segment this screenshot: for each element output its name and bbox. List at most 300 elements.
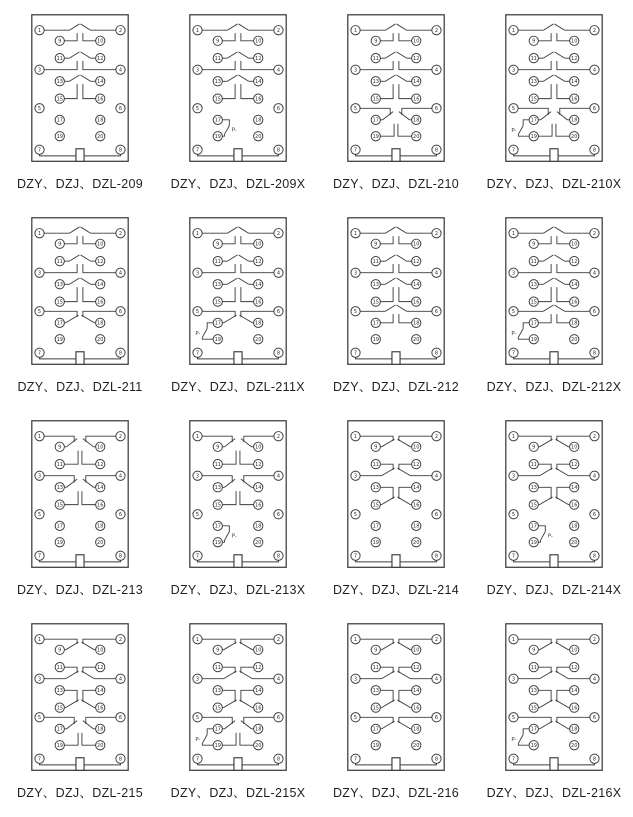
switch-blade xyxy=(540,439,553,447)
terminal-number: 16 xyxy=(571,96,578,103)
fixed-contact-riser xyxy=(64,451,78,464)
terminal-number: 6 xyxy=(434,512,439,519)
fixed-contact-riser xyxy=(64,33,77,41)
terminal-number: 18 xyxy=(413,523,420,530)
contact-group-nc xyxy=(360,717,393,723)
fixed-contact-riser xyxy=(222,33,235,41)
p-link-blade xyxy=(202,735,207,744)
relay-wiring-diagram xyxy=(342,415,450,575)
terminal-number: 7 xyxy=(195,756,200,763)
terminal-number: 4 xyxy=(276,67,281,74)
mounting-key xyxy=(550,555,558,568)
switch-blade xyxy=(555,497,568,505)
contact-group-nc xyxy=(538,690,551,702)
switch-blade xyxy=(397,497,410,505)
terminal-number: 7 xyxy=(353,350,358,357)
switch-blade xyxy=(541,112,552,120)
switch-blade xyxy=(397,700,410,708)
p-link xyxy=(222,120,229,126)
p-link-label: P- xyxy=(231,533,237,540)
relay-wiring-diagram xyxy=(184,9,292,169)
switch-blade xyxy=(238,227,248,233)
terminal-number: 18 xyxy=(97,726,104,733)
switch-blade xyxy=(227,278,237,284)
terminal-number: 4 xyxy=(118,67,123,74)
terminal-number: 8 xyxy=(592,350,597,357)
terminal-number: 12 xyxy=(413,461,420,468)
switch-blade xyxy=(397,671,410,679)
terminal-number: 12 xyxy=(571,664,578,671)
terminal-number: 12 xyxy=(413,258,420,265)
terminal-number: 10 xyxy=(255,241,262,248)
terminal-number: 6 xyxy=(276,106,281,113)
fixed-contact-riser xyxy=(380,124,394,137)
switch-blade xyxy=(69,52,79,58)
switch-blade xyxy=(543,24,553,30)
terminal-number: 12 xyxy=(571,55,578,62)
contact-group-co xyxy=(86,436,116,442)
relay-case-outline xyxy=(190,421,286,568)
contact-group-nc xyxy=(538,667,551,673)
terminal-number: 17 xyxy=(214,117,221,124)
terminal-number: 4 xyxy=(434,270,439,277)
fixed-contact-riser xyxy=(380,236,393,244)
contact-group-nc xyxy=(44,639,77,644)
terminal-number: 18 xyxy=(255,320,262,327)
relay-wiring-diagram xyxy=(26,212,134,372)
contact-group-nc xyxy=(399,667,412,673)
p-link xyxy=(207,323,213,329)
terminal-number: 13 xyxy=(56,282,63,289)
terminal-number: 13 xyxy=(56,79,63,86)
terminal-number: 9 xyxy=(374,647,378,654)
fixed-contact-riser xyxy=(240,451,254,464)
terminal-number: 14 xyxy=(255,688,262,695)
terminal-number: 19 xyxy=(372,337,379,344)
terminal-number: 20 xyxy=(97,743,104,750)
model-label: DZY、DZJ、DZL-211 xyxy=(17,380,143,394)
terminal-number: 15 xyxy=(56,705,63,712)
terminal-number: 2 xyxy=(592,28,597,35)
terminal-number: 9 xyxy=(532,241,536,248)
switch-blade xyxy=(83,479,94,487)
terminal-number: 16 xyxy=(255,96,262,103)
terminal-number: 7 xyxy=(511,553,516,560)
p-link xyxy=(202,337,213,339)
switch-blade xyxy=(554,52,564,58)
terminal-number: 9 xyxy=(58,444,62,451)
diagram-cell xyxy=(475,208,633,411)
terminal-number: 6 xyxy=(118,309,123,316)
switch-blade xyxy=(80,24,90,30)
contact-group-nc xyxy=(557,487,570,499)
terminal-number: 1 xyxy=(37,434,42,441)
switch-blade xyxy=(239,700,252,708)
switch-blade xyxy=(399,112,410,120)
switch-blade xyxy=(239,671,252,679)
terminal-number: 6 xyxy=(592,715,597,722)
fixed-contact-riser xyxy=(240,491,254,504)
switch-blade xyxy=(238,278,248,284)
contact-group-nc xyxy=(399,639,432,644)
contact-group-nc xyxy=(380,690,393,702)
terminal-number: 6 xyxy=(434,106,439,113)
terminal-number: 13 xyxy=(56,688,63,695)
terminal-number: 11 xyxy=(530,664,537,671)
diagram-cell xyxy=(1,208,159,411)
fixed-contact-riser xyxy=(222,84,235,98)
switch-blade xyxy=(396,255,406,261)
mounting-key xyxy=(76,555,84,568)
terminal-number: 9 xyxy=(216,444,220,451)
terminal-number: 7 xyxy=(195,350,200,357)
p-link-blade xyxy=(202,329,207,338)
contact-group-co xyxy=(202,476,232,483)
mounting-key xyxy=(234,555,242,568)
fixed-contact-riser xyxy=(241,287,254,301)
terminal-number: 9 xyxy=(532,444,536,451)
terminal-number: 18 xyxy=(97,320,104,327)
terminal-number: 13 xyxy=(372,79,379,86)
fixed-contact-riser xyxy=(241,33,254,41)
terminal-number: 20 xyxy=(413,337,420,344)
terminal-number: 7 xyxy=(511,350,516,357)
terminal-number: 1 xyxy=(511,637,516,644)
terminal-number: 17 xyxy=(56,726,63,733)
terminal-number: 20 xyxy=(97,134,104,141)
terminal-number: 18 xyxy=(255,523,262,530)
model-label: DZY、DZJ、DZL-210X xyxy=(486,177,622,191)
terminal-number: 19 xyxy=(56,337,63,344)
relay-wiring-diagram xyxy=(184,415,292,575)
fixed-contact-riser xyxy=(556,124,570,137)
terminal-number: 6 xyxy=(276,309,281,316)
terminal-number: 11 xyxy=(372,461,379,468)
p-link xyxy=(518,134,529,136)
switch-blade xyxy=(67,721,78,729)
contact-group-co xyxy=(518,108,548,115)
terminal-number: 14 xyxy=(413,688,420,695)
terminal-number: 19 xyxy=(372,134,379,141)
terminal-number: 19 xyxy=(56,743,63,750)
switch-blade xyxy=(227,255,237,261)
terminal-number: 16 xyxy=(571,705,578,712)
contact-group-co xyxy=(244,436,274,442)
fixed-contact-riser xyxy=(380,287,393,301)
terminal-number: 12 xyxy=(97,461,104,468)
fixed-contact-riser xyxy=(83,287,96,301)
terminal-number: 10 xyxy=(413,647,420,654)
terminal-number: 8 xyxy=(118,553,123,560)
terminal-number: 2 xyxy=(276,637,281,644)
contact-group-nc xyxy=(557,639,590,644)
terminal-number: 16 xyxy=(255,502,262,509)
terminal-number: 5 xyxy=(511,512,516,519)
terminal-number: 1 xyxy=(37,637,42,644)
mounting-key xyxy=(550,149,558,162)
terminal-number: 14 xyxy=(571,79,578,86)
model-label: DZY、DZJ、DZL-215 xyxy=(16,786,144,800)
terminal-number: 3 xyxy=(195,676,200,683)
terminal-number: 18 xyxy=(571,523,578,530)
terminal-number: 4 xyxy=(434,473,439,480)
terminal-number: 8 xyxy=(118,350,123,357)
terminal-number: 1 xyxy=(511,231,516,238)
terminal-number: 8 xyxy=(592,756,597,763)
relay-case-outline xyxy=(348,218,444,365)
p-link xyxy=(202,743,213,745)
terminal-number: 14 xyxy=(97,79,104,86)
switch-blade xyxy=(224,642,237,650)
switch-blade xyxy=(555,439,568,447)
fixed-contact-riser xyxy=(398,124,412,137)
switch-blade xyxy=(396,227,406,233)
terminal-number: 16 xyxy=(255,705,262,712)
relay-wiring-diagram xyxy=(342,618,450,778)
terminal-number: 10 xyxy=(571,647,578,654)
switch-blade xyxy=(227,75,237,81)
switch-blade xyxy=(396,305,406,311)
terminal-number: 1 xyxy=(353,231,358,238)
p-link xyxy=(518,743,529,745)
terminal-number: 2 xyxy=(434,637,439,644)
terminal-number: 17 xyxy=(530,117,537,124)
p-link xyxy=(538,526,545,532)
switch-blade xyxy=(239,315,252,323)
terminal-number: 7 xyxy=(37,553,42,560)
terminal-number: 20 xyxy=(255,540,262,547)
terminal-number: 1 xyxy=(353,28,358,35)
p-link-blade xyxy=(541,532,546,541)
terminal-number: 13 xyxy=(530,688,537,695)
terminal-number: 11 xyxy=(56,664,63,671)
terminal-number: 19 xyxy=(530,134,537,141)
terminal-number: 4 xyxy=(276,473,281,480)
fixed-contact-riser xyxy=(399,84,412,98)
switch-blade xyxy=(540,642,553,650)
terminal-number: 11 xyxy=(530,461,537,468)
switch-blade xyxy=(555,721,568,729)
terminal-number: 10 xyxy=(97,444,104,451)
terminal-number: 20 xyxy=(571,743,578,750)
model-label: DZY、DZJ、DZL-216X xyxy=(486,786,622,800)
switch-blade xyxy=(382,497,395,505)
p-link xyxy=(523,120,529,126)
terminal-number: 5 xyxy=(511,715,516,722)
terminal-number: 20 xyxy=(571,337,578,344)
terminal-number: 4 xyxy=(434,67,439,74)
terminal-number: 13 xyxy=(214,485,221,492)
contact-group-nc xyxy=(557,717,590,723)
terminal-number: 17 xyxy=(56,117,63,124)
diagram-cell xyxy=(159,411,317,614)
relay-wiring-diagram xyxy=(184,618,292,778)
terminal-number: 1 xyxy=(511,434,516,441)
terminal-number: 20 xyxy=(571,134,578,141)
terminal-number: 15 xyxy=(214,502,221,509)
contact-group-co xyxy=(202,717,232,724)
relay-case-outline xyxy=(506,624,602,771)
relay-case-outline xyxy=(506,218,602,365)
terminal-number: 3 xyxy=(195,473,200,480)
model-label: DZY、DZJ、DZL-213 xyxy=(16,583,144,597)
terminal-number: 10 xyxy=(97,241,104,248)
switch-blade xyxy=(382,721,395,729)
terminal-number: 9 xyxy=(216,38,220,45)
terminal-number: 10 xyxy=(571,444,578,451)
p-link-blade xyxy=(225,126,230,135)
terminal-number: 20 xyxy=(255,337,262,344)
diagram-cell xyxy=(1,614,159,817)
terminal-number: 16 xyxy=(255,299,262,306)
terminal-number: 14 xyxy=(571,688,578,695)
terminal-number: 13 xyxy=(530,79,537,86)
terminal-number: 11 xyxy=(530,55,537,62)
contact-group-nc xyxy=(64,667,77,673)
switch-blade xyxy=(66,671,79,679)
terminal-number: 5 xyxy=(37,309,42,316)
contact-group-nc xyxy=(241,639,274,644)
switch-blade xyxy=(224,700,237,708)
terminal-number: 7 xyxy=(37,147,42,154)
terminal-number: 20 xyxy=(97,540,104,547)
terminal-number: 13 xyxy=(214,282,221,289)
contact-group-nc xyxy=(44,311,77,317)
terminal-number: 16 xyxy=(97,502,104,509)
terminal-number: 8 xyxy=(276,553,281,560)
switch-blade xyxy=(555,671,568,679)
terminal-number: 3 xyxy=(353,270,358,277)
terminal-number: 17 xyxy=(372,523,379,530)
terminal-number: 9 xyxy=(58,647,62,654)
terminal-number: 3 xyxy=(195,270,200,277)
relay-case-outline xyxy=(32,421,128,568)
diagram-cell xyxy=(1,411,159,614)
terminal-number: 18 xyxy=(255,117,262,124)
terminal-number: 11 xyxy=(530,258,537,265)
terminal-number: 16 xyxy=(97,96,104,103)
terminal-number: 3 xyxy=(353,473,358,480)
contact-group-nc xyxy=(557,436,590,441)
p-link-label: P- xyxy=(231,127,237,134)
switch-blade xyxy=(385,227,395,233)
relay-case-outline xyxy=(190,15,286,162)
terminal-number: 11 xyxy=(214,461,221,468)
contact-group-nc xyxy=(399,487,412,499)
switch-blade xyxy=(543,52,553,58)
terminal-number: 10 xyxy=(571,241,578,248)
terminal-number: 18 xyxy=(413,726,420,733)
fixed-contact-riser xyxy=(82,733,96,746)
contact-group-co xyxy=(202,436,232,442)
terminal-number: 15 xyxy=(530,96,537,103)
switch-blade xyxy=(382,468,395,476)
terminal-number: 16 xyxy=(571,299,578,306)
model-label: DZY、DZJ、DZL-209 xyxy=(16,177,144,191)
switch-blade xyxy=(396,75,406,81)
diagram-cell xyxy=(159,614,317,817)
contact-group-nc xyxy=(83,311,116,317)
terminal-number: 3 xyxy=(37,67,42,74)
switch-blade xyxy=(543,75,553,81)
fixed-contact-riser xyxy=(557,314,570,323)
terminal-number: 9 xyxy=(58,241,62,248)
switch-blade xyxy=(239,642,252,650)
terminal-number: 18 xyxy=(571,320,578,327)
switch-blade xyxy=(225,479,236,487)
relay-wiring-diagram xyxy=(500,618,608,778)
switch-blade xyxy=(69,227,79,233)
terminal-number: 10 xyxy=(571,38,578,45)
terminal-number: 5 xyxy=(37,715,42,722)
switch-blade xyxy=(554,227,564,233)
p-link-label: P- xyxy=(195,330,201,337)
terminal-number: 5 xyxy=(195,106,200,113)
switch-blade xyxy=(554,255,564,261)
switch-blade xyxy=(241,479,252,487)
contact-group-co xyxy=(44,717,74,724)
switch-blade xyxy=(66,642,79,650)
terminal-number: 13 xyxy=(372,282,379,289)
terminal-number: 8 xyxy=(434,553,439,560)
terminal-number: 16 xyxy=(97,705,104,712)
terminal-number: 15 xyxy=(530,502,537,509)
terminal-number: 1 xyxy=(195,231,200,238)
switch-blade xyxy=(397,439,410,447)
switch-blade xyxy=(554,278,564,284)
p-link-blade xyxy=(518,126,523,135)
switch-blade xyxy=(238,255,248,261)
mounting-key xyxy=(234,352,242,365)
terminal-number: 2 xyxy=(434,434,439,441)
terminal-number: 14 xyxy=(97,688,104,695)
terminal-number: 14 xyxy=(97,282,104,289)
terminal-number: 10 xyxy=(97,647,104,654)
switch-blade xyxy=(555,468,568,476)
contact-group-nc xyxy=(399,717,432,723)
fixed-contact-riser xyxy=(222,236,235,244)
diagram-cell xyxy=(317,208,475,411)
terminal-number: 1 xyxy=(195,637,200,644)
switch-blade xyxy=(382,671,395,679)
switch-blade xyxy=(540,700,553,708)
fixed-contact-riser xyxy=(240,733,254,746)
terminal-number: 12 xyxy=(255,258,262,265)
terminal-number: 2 xyxy=(118,434,123,441)
terminal-number: 14 xyxy=(413,79,420,86)
fixed-contact-riser xyxy=(83,33,96,41)
terminal-number: 19 xyxy=(372,540,379,547)
terminal-number: 9 xyxy=(532,647,536,654)
terminal-number: 10 xyxy=(255,38,262,45)
terminal-number: 1 xyxy=(195,434,200,441)
fixed-contact-riser xyxy=(222,733,236,746)
terminal-number: 19 xyxy=(372,743,379,750)
terminal-number: 14 xyxy=(571,485,578,492)
switch-blade xyxy=(540,671,553,679)
fixed-contact-riser xyxy=(399,33,412,41)
diagram-cell xyxy=(475,411,633,614)
contact-group-nc xyxy=(538,487,551,499)
terminal-number: 9 xyxy=(374,444,378,451)
switch-blade xyxy=(543,227,553,233)
relay-case-outline xyxy=(190,624,286,771)
terminal-number: 18 xyxy=(97,523,104,530)
p-link-label: P- xyxy=(547,533,553,540)
terminal-number: 17 xyxy=(372,320,379,327)
switch-blade xyxy=(81,642,94,650)
terminal-number: 3 xyxy=(511,676,516,683)
